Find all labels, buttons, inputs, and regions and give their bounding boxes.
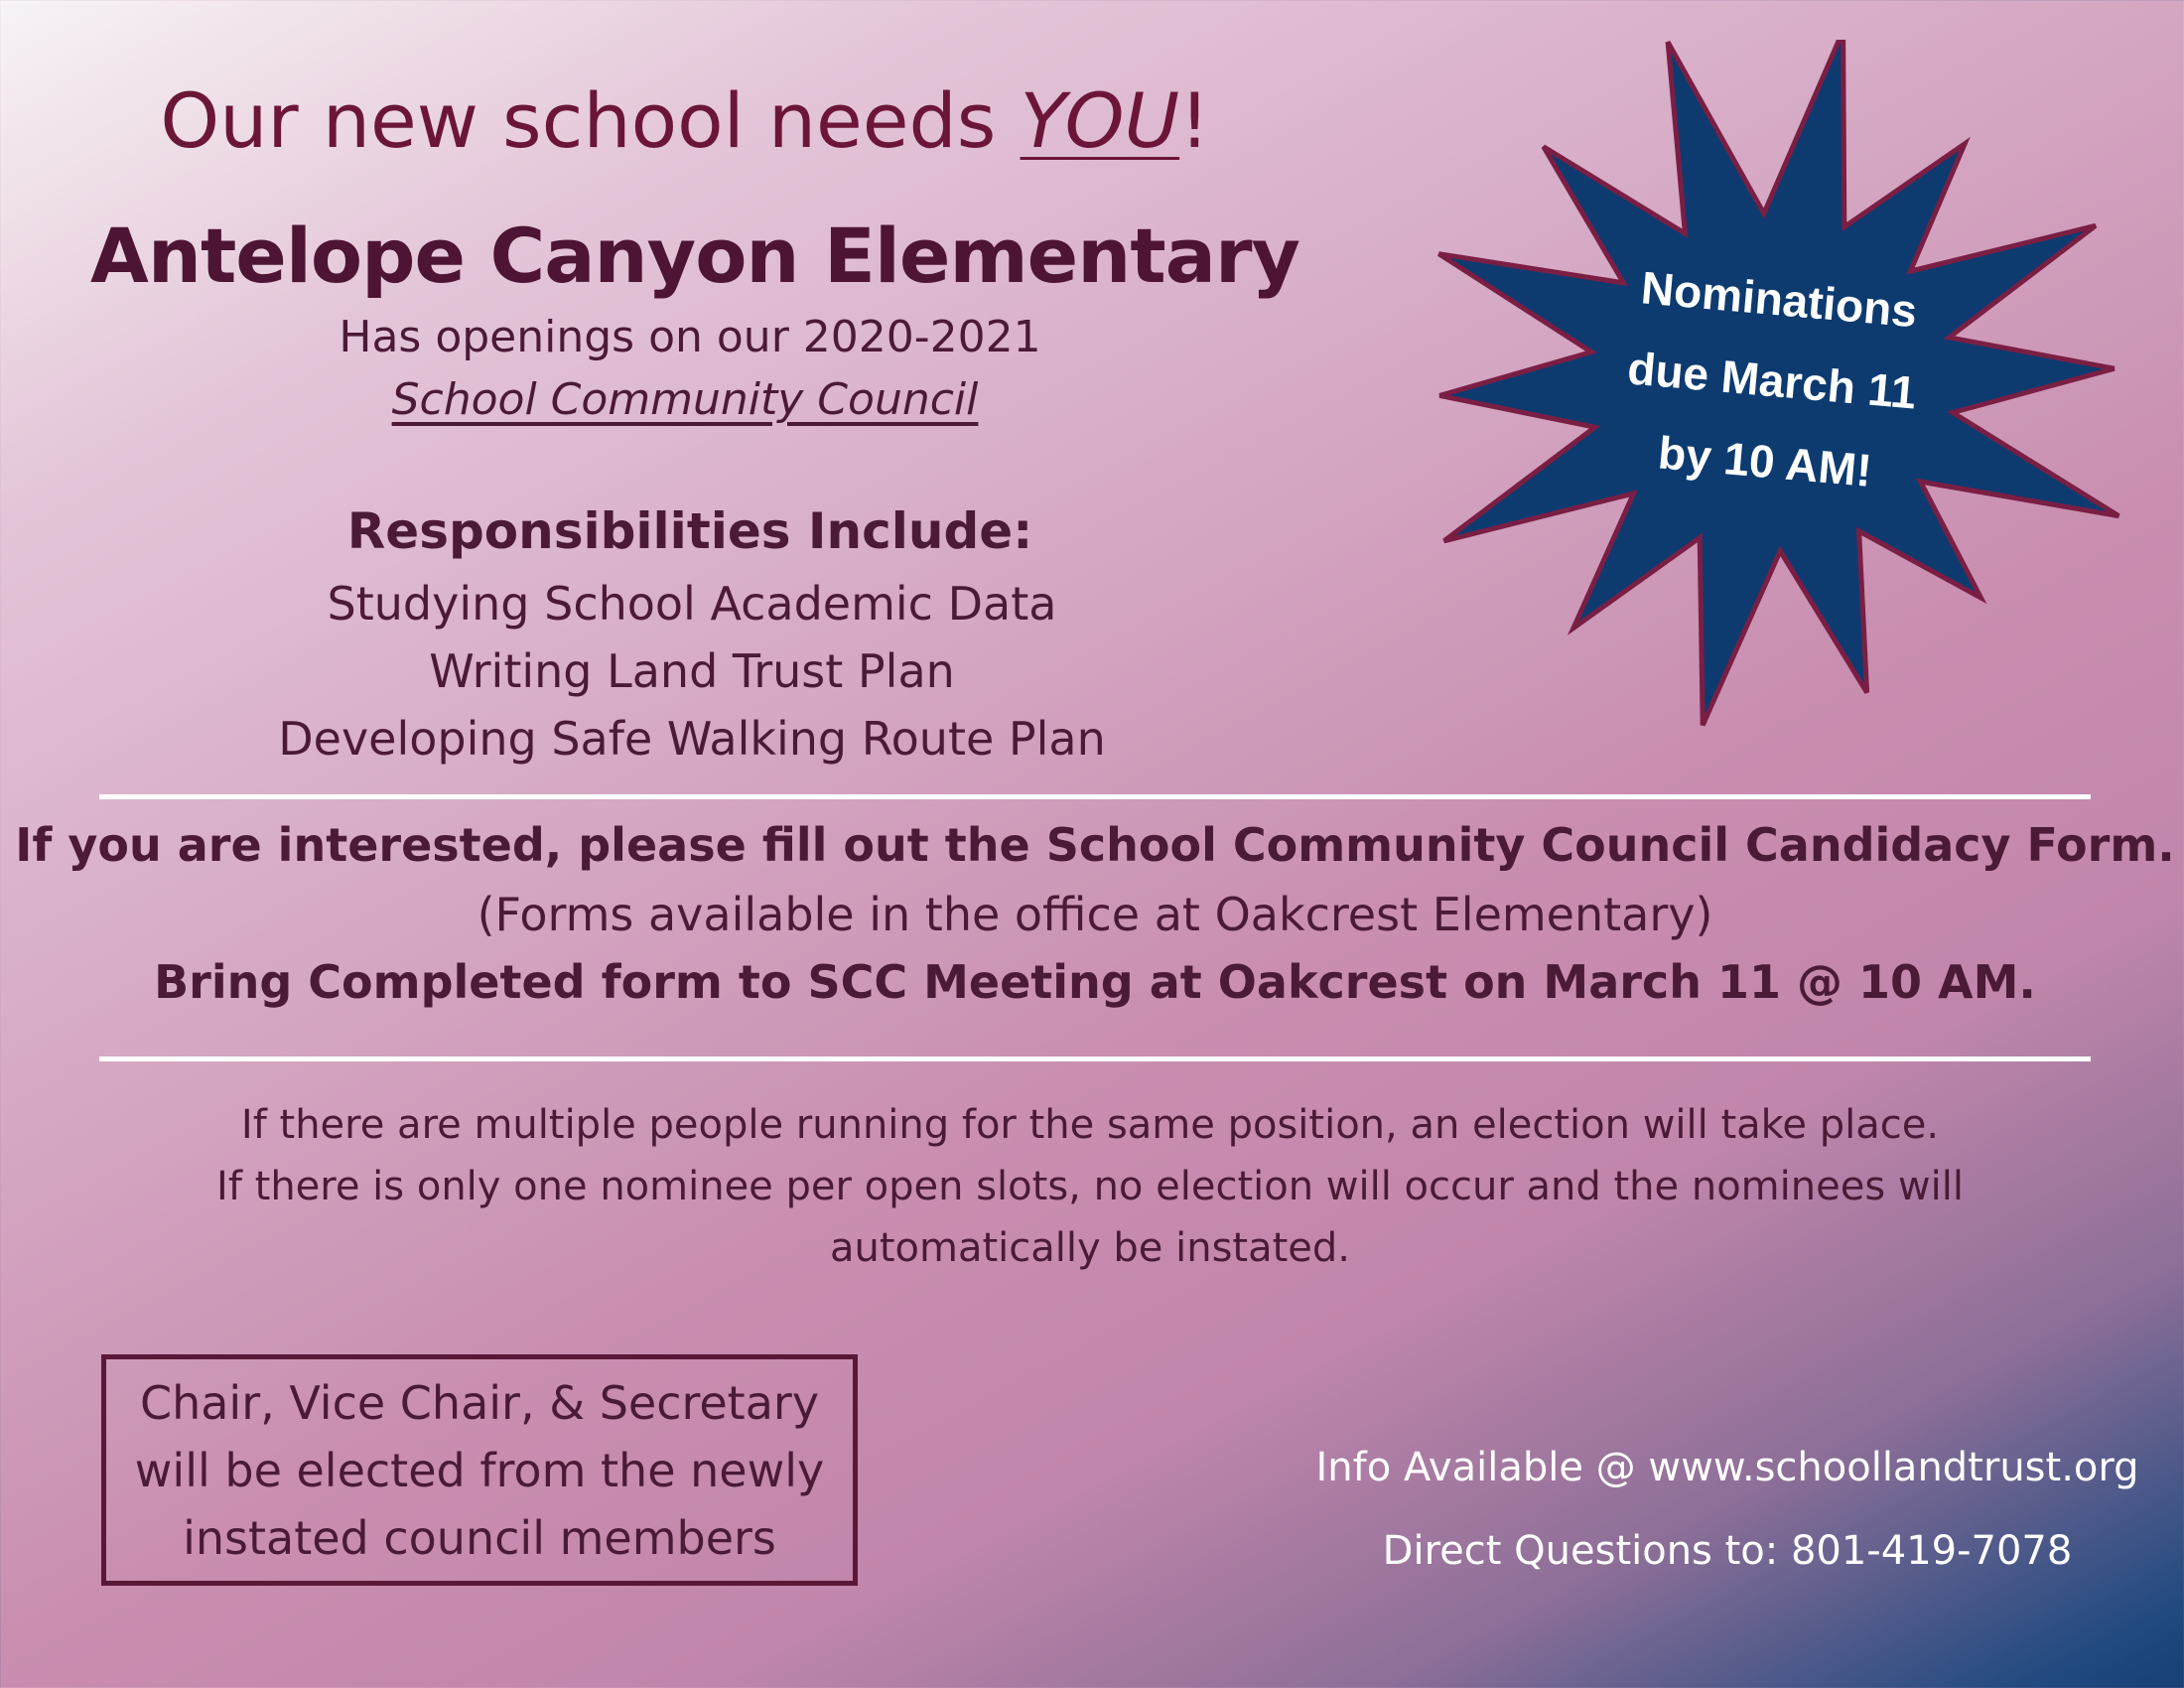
interest-line: If you are interested, please fill out the School Community Council Candidacy Form. <box>15 818 2175 872</box>
questions-phone: Direct Questions to: 801-419-7078 <box>1382 1528 2073 1574</box>
bring-form-line: Bring Completed form to SCC Meeting at Oakcrest on March 11 @ 10 AM. <box>154 955 2036 1009</box>
forms-note: (Forms available in the office at Oakcrest Elementary) <box>477 888 1713 941</box>
divider <box>99 794 2091 799</box>
officers-line: instated council members <box>183 1510 776 1565</box>
tagline <box>0 71 1370 171</box>
responsibility-item: Studying School Academic Data <box>327 577 1057 631</box>
election-line: If there is only one nominee per open slots, no election will occur and the nominees will <box>216 1164 1964 1209</box>
starburst-line: Nominations <box>1639 261 1920 338</box>
school-name: Antelope Canyon Elementary <box>90 211 1299 300</box>
responsibilities-heading: Responsibilities Include: <box>346 502 1033 560</box>
tagline-emphasis: YOU <box>1020 76 1180 165</box>
tagline-after: ! <box>1179 76 1210 165</box>
nominations-starburst <box>1390 40 2144 755</box>
starburst-line: due March 11 <box>1625 342 1919 419</box>
election-line: If there are multiple people running for the same position, an election will take place. <box>240 1102 1940 1148</box>
starburst-line: by 10 AM! <box>1656 426 1874 496</box>
officers-line: Chair, Vice Chair, & Secretary <box>139 1375 820 1430</box>
nominations-deadline-text <box>1603 245 1941 516</box>
divider <box>99 1056 2091 1061</box>
responsibility-item: Developing Safe Walking Route Plan <box>278 712 1106 766</box>
responsibility-item: Writing Land Trust Plan <box>429 644 955 698</box>
responsibilities-list <box>0 570 1384 773</box>
officers-box <box>101 1354 858 1586</box>
tagline-before: Our new school needs <box>160 76 1021 165</box>
openings-line: Has openings on our 2020-2021 <box>339 312 1041 362</box>
election-line: automatically be instated. <box>829 1225 1351 1271</box>
council-name: School Community Council <box>391 374 979 425</box>
officers-line: will be elected from the newly <box>134 1443 825 1497</box>
election-note <box>0 1094 2180 1279</box>
info-website: Info Available @ www.schoollandtrust.org <box>1315 1445 2139 1490</box>
